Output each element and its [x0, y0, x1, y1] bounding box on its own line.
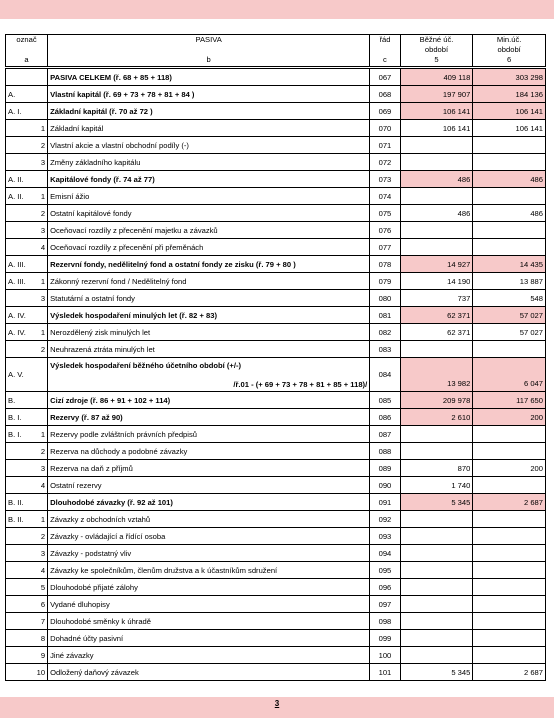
value-previous-period: 6 047: [473, 358, 546, 392]
col-header-current-period: Běžné úč.: [400, 35, 473, 46]
table-row: [6, 324, 546, 341]
row-index: [33, 392, 48, 409]
row-index: 10: [33, 664, 48, 681]
value-current-period: 106 141: [400, 103, 473, 120]
row-mark: [6, 630, 33, 647]
table-row: [6, 239, 546, 256]
value-previous-period: 14 435: [473, 256, 546, 273]
table-row: [6, 494, 546, 511]
row-label: Zákonný rezervní fond / Nedělitelný fond: [48, 273, 370, 290]
row-number: 091: [370, 494, 401, 511]
col-code-a: a: [6, 55, 48, 68]
row-label: Kapitálové fondy (ř. 74 až 77): [48, 171, 370, 188]
value-current-period: 737: [400, 290, 473, 307]
top-color-band: [0, 0, 554, 19]
row-label: Vlastní akcie a vlastní obchodní podíly (-): [48, 137, 370, 154]
row-index: 3: [33, 222, 48, 239]
row-mark: B. I.: [6, 426, 33, 443]
value-current-period: 1 740: [400, 477, 473, 494]
row-label: Dohadné účty pasivní: [48, 630, 370, 647]
row-label: Závazky - podstatný vliv: [48, 545, 370, 562]
row-number: 097: [370, 596, 401, 613]
value-previous-period: [473, 511, 546, 528]
table-row: [6, 392, 546, 409]
table-row: [6, 222, 546, 239]
value-previous-period: [473, 426, 546, 443]
row-number: 082: [370, 324, 401, 341]
value-previous-period: [473, 528, 546, 545]
row-label: Vydané dluhopisy: [48, 596, 370, 613]
row-number: 067: [370, 68, 401, 86]
row-number: 074: [370, 188, 401, 205]
row-number: 079: [370, 273, 401, 290]
row-label: Závazky - ovládající a řídící osoba: [48, 528, 370, 545]
row-index: 7: [33, 613, 48, 630]
value-previous-period: 303 298: [473, 68, 546, 86]
table-row: [6, 171, 546, 188]
value-current-period: 13 982: [400, 358, 473, 392]
value-previous-period: 2 687: [473, 664, 546, 681]
row-index: 1: [33, 324, 48, 341]
row-number: 092: [370, 511, 401, 528]
value-previous-period: [473, 222, 546, 239]
row-number: 077: [370, 239, 401, 256]
row-number: 081: [370, 307, 401, 324]
value-current-period: [400, 596, 473, 613]
row-index: 1: [33, 511, 48, 528]
col-header-pasiva: PASIVA: [48, 35, 370, 46]
row-label: Rezervy podle zvláštních právních předpisů: [48, 426, 370, 443]
value-previous-period: [473, 239, 546, 256]
row-index: 4: [33, 562, 48, 579]
row-mark: A. IV.: [6, 307, 33, 324]
value-current-period: 2 610: [400, 409, 473, 426]
header-row-codes: [6, 55, 546, 68]
value-current-period: 197 907: [400, 86, 473, 103]
value-previous-period: 548: [473, 290, 546, 307]
value-previous-period: 57 027: [473, 324, 546, 341]
value-previous-period: 57 027: [473, 307, 546, 324]
row-mark: A. III.: [6, 256, 33, 273]
row-label: Ostatní kapitálové fondy: [48, 205, 370, 222]
row-label: Rezervy (ř. 87 až 90): [48, 409, 370, 426]
table-row: [6, 68, 546, 86]
value-current-period: 62 371: [400, 324, 473, 341]
row-number: 071: [370, 137, 401, 154]
table-row: [6, 137, 546, 154]
value-current-period: [400, 545, 473, 562]
row-label: Dlouhodobé směnky k úhradě: [48, 613, 370, 630]
col-code-c: c: [370, 55, 401, 68]
col-header-previous-period-line2: období: [473, 45, 546, 55]
row-index: 4: [33, 477, 48, 494]
value-previous-period: 2 687: [473, 494, 546, 511]
row-label: Jiné závazky: [48, 647, 370, 664]
row-index: 1: [33, 120, 48, 137]
row-mark: [6, 613, 33, 630]
table-row: [6, 341, 546, 358]
row-mark: [6, 205, 33, 222]
col-code-b: b: [48, 55, 370, 68]
table-row: [6, 120, 546, 137]
row-label: Závazky ke společníkům, členům družstva a k účastníkům sdružení: [48, 562, 370, 579]
table-row: [6, 647, 546, 664]
table-row: [6, 562, 546, 579]
value-previous-period: 200: [473, 460, 546, 477]
value-current-period: 486: [400, 171, 473, 188]
row-label: Rezerva na daň z příjmů: [48, 460, 370, 477]
value-previous-period: [473, 579, 546, 596]
row-label: PASIVA CELKEM (ř. 68 + 85 + 118): [48, 68, 370, 86]
table-row: [6, 103, 546, 120]
page-number: 3: [274, 699, 280, 708]
value-current-period: [400, 647, 473, 664]
value-current-period: [400, 137, 473, 154]
value-current-period: [400, 528, 473, 545]
value-previous-period: [473, 647, 546, 664]
value-previous-period: [473, 596, 546, 613]
row-index: 1: [33, 426, 48, 443]
table-row: [6, 630, 546, 647]
row-number: 075: [370, 205, 401, 222]
row-mark: A.: [6, 86, 33, 103]
row-index: 1: [33, 273, 48, 290]
row-index: 3: [33, 290, 48, 307]
row-label: Oceňovací rozdíly z přecenění majetku a závazků: [48, 222, 370, 239]
row-index: [33, 86, 48, 103]
row-number: 101: [370, 664, 401, 681]
row-number: 070: [370, 120, 401, 137]
row-label: Ostatní rezervy: [48, 477, 370, 494]
row-mark: [6, 239, 33, 256]
value-previous-period: [473, 477, 546, 494]
row-number: 080: [370, 290, 401, 307]
row-mark: [6, 596, 33, 613]
row-index: [33, 307, 48, 324]
value-current-period: 870: [400, 460, 473, 477]
table-row: [6, 188, 546, 205]
row-label: Nerozdělený zisk minulých let: [48, 324, 370, 341]
row-mark: A. V.: [6, 358, 33, 392]
row-mark: B. I.: [6, 409, 33, 426]
row-index: 1: [33, 188, 48, 205]
row-index: 2: [33, 205, 48, 222]
value-previous-period: 184 136: [473, 86, 546, 103]
row-number: 098: [370, 613, 401, 630]
value-current-period: [400, 341, 473, 358]
row-mark: [6, 154, 33, 171]
table-row: [6, 545, 546, 562]
value-previous-period: [473, 443, 546, 460]
value-current-period: [400, 630, 473, 647]
table-row: [6, 511, 546, 528]
row-number: 096: [370, 579, 401, 596]
row-mark: [6, 562, 33, 579]
value-previous-period: [473, 341, 546, 358]
value-previous-period: [473, 562, 546, 579]
row-index: 2: [33, 341, 48, 358]
col-header-oznac: označ: [6, 35, 48, 46]
value-previous-period: 117 650: [473, 392, 546, 409]
value-current-period: 14 927: [400, 256, 473, 273]
value-previous-period: [473, 545, 546, 562]
table-row: [6, 205, 546, 222]
row-index: 2: [33, 137, 48, 154]
row-mark: A. I.: [6, 103, 33, 120]
row-index: [33, 358, 48, 392]
col-code-5: 5: [400, 55, 473, 68]
value-current-period: [400, 222, 473, 239]
table-row: [6, 86, 546, 103]
table-row: [6, 477, 546, 494]
row-index: 6: [33, 596, 48, 613]
row-index: 5: [33, 579, 48, 596]
value-current-period: [400, 562, 473, 579]
row-label: Závazky z obchodních vztahů: [48, 511, 370, 528]
row-number: 089: [370, 460, 401, 477]
row-label: Rezerva na důchody a podobné závazky: [48, 443, 370, 460]
row-label: Rezervní fondy, nedělitelný fond a ostatní fondy ze zisku (ř. 79 + 80 ): [48, 256, 370, 273]
header-row-1: [6, 35, 546, 46]
row-label: Výsledek hospodaření minulých let (ř. 82 + 83): [48, 307, 370, 324]
row-number: 068: [370, 86, 401, 103]
row-number: 088: [370, 443, 401, 460]
pasiva-table: [5, 34, 546, 681]
row-number: 085: [370, 392, 401, 409]
row-mark: [6, 664, 33, 681]
row-label: Emisní ážio: [48, 188, 370, 205]
row-mark: [6, 528, 33, 545]
value-current-period: [400, 613, 473, 630]
value-current-period: 486: [400, 205, 473, 222]
table-row: [6, 307, 546, 324]
value-current-period: 5 345: [400, 664, 473, 681]
row-mark: A. II.: [6, 188, 33, 205]
row-mark: [6, 545, 33, 562]
row-number: 100: [370, 647, 401, 664]
row-index: 8: [33, 630, 48, 647]
row-index: [33, 494, 48, 511]
table-row: [6, 154, 546, 171]
row-mark: B. II.: [6, 494, 33, 511]
row-number: 083: [370, 341, 401, 358]
table-row: [6, 273, 546, 290]
row-index: [33, 256, 48, 273]
row-mark: [6, 443, 33, 460]
row-number: 093: [370, 528, 401, 545]
row-label: Oceňovací rozdíly z přecenění při přeměnách: [48, 239, 370, 256]
row-mark: B. II.: [6, 511, 33, 528]
row-mark: [6, 290, 33, 307]
row-label: Neuhrazená ztráta minulých let: [48, 341, 370, 358]
row-index: [33, 409, 48, 426]
value-previous-period: [473, 154, 546, 171]
table-row: [6, 358, 546, 392]
row-index: 3: [33, 154, 48, 171]
row-number: 084: [370, 358, 401, 392]
value-previous-period: 200: [473, 409, 546, 426]
row-mark: [6, 222, 33, 239]
row-label: Odložený daňový závazek: [48, 664, 370, 681]
row-mark: A. III.: [6, 273, 33, 290]
table-row: [6, 426, 546, 443]
value-previous-period: [473, 630, 546, 647]
value-current-period: 209 978: [400, 392, 473, 409]
value-current-period: 409 118: [400, 68, 473, 86]
row-label: Statutární a ostatní fondy: [48, 290, 370, 307]
row-mark: [6, 477, 33, 494]
row-index: 2: [33, 528, 48, 545]
row-label: [48, 358, 370, 392]
table-row: [6, 409, 546, 426]
value-current-period: [400, 443, 473, 460]
row-index: [33, 68, 48, 86]
value-current-period: 5 345: [400, 494, 473, 511]
value-previous-period: [473, 137, 546, 154]
row-label: Cizí zdroje (ř. 86 + 91 + 102 + 114): [48, 392, 370, 409]
table-row: [6, 443, 546, 460]
value-previous-period: 13 887: [473, 273, 546, 290]
row-number: 095: [370, 562, 401, 579]
value-previous-period: 486: [473, 205, 546, 222]
col-header-current-period-line2: období: [400, 45, 473, 55]
row-mark: [6, 68, 33, 86]
table-row: [6, 460, 546, 477]
row-label: Základní kapitál: [48, 120, 370, 137]
value-previous-period: [473, 188, 546, 205]
row-mark: [6, 120, 33, 137]
value-current-period: [400, 579, 473, 596]
value-current-period: [400, 239, 473, 256]
row-mark: [6, 341, 33, 358]
row-number: 087: [370, 426, 401, 443]
table-row: [6, 579, 546, 596]
value-previous-period: 106 141: [473, 103, 546, 120]
row-number: 099: [370, 630, 401, 647]
row-mark: [6, 647, 33, 664]
row-mark: A. IV.: [6, 324, 33, 341]
table-row: [6, 256, 546, 273]
row-label: Základní kapitál (ř. 70 až 72 ): [48, 103, 370, 120]
value-current-period: [400, 154, 473, 171]
row-index: 3: [33, 460, 48, 477]
row-label-line1: Výsledek hospodaření běžného účetního období (+/-): [50, 360, 242, 370]
col-header-previous-period: Min.úč.: [473, 35, 546, 46]
row-number: 076: [370, 222, 401, 239]
row-label: Vlastní kapitál (ř. 69 + 73 + 78 + 81 + 84 ): [48, 86, 370, 103]
row-index: 3: [33, 545, 48, 562]
row-label-line2: /ř.01 - (+ 69 + 73 + 78 + 81 + 85 + 118)/: [233, 379, 368, 389]
value-current-period: [400, 511, 473, 528]
value-previous-period: [473, 613, 546, 630]
row-number: 069: [370, 103, 401, 120]
row-mark: [6, 579, 33, 596]
row-label: Dlouhodobé přijaté zálohy: [48, 579, 370, 596]
row-label: Dlouhodobé závazky (ř. 92 až 101): [48, 494, 370, 511]
value-current-period: [400, 188, 473, 205]
row-label: Změny základního kapitálu: [48, 154, 370, 171]
row-mark: A. II.: [6, 171, 33, 188]
row-index: [33, 103, 48, 120]
value-current-period: [400, 426, 473, 443]
row-number: 073: [370, 171, 401, 188]
row-index: 4: [33, 239, 48, 256]
row-number: 078: [370, 256, 401, 273]
row-mark: B.: [6, 392, 33, 409]
col-code-6: 6: [473, 55, 546, 68]
row-index: [33, 171, 48, 188]
table-row: [6, 290, 546, 307]
value-current-period: 14 190: [400, 273, 473, 290]
row-number: 090: [370, 477, 401, 494]
table-row: [6, 613, 546, 630]
header-row-2: [6, 45, 546, 55]
row-index: 2: [33, 443, 48, 460]
row-number: 086: [370, 409, 401, 426]
value-current-period: 106 141: [400, 120, 473, 137]
row-index: 9: [33, 647, 48, 664]
row-mark: [6, 460, 33, 477]
row-number: 094: [370, 545, 401, 562]
value-previous-period: 486: [473, 171, 546, 188]
row-mark: [6, 137, 33, 154]
col-header-rad: řád: [370, 35, 401, 46]
table-row: [6, 664, 546, 681]
table-row: [6, 528, 546, 545]
value-current-period: 62 371: [400, 307, 473, 324]
value-previous-period: 106 141: [473, 120, 546, 137]
row-number: 072: [370, 154, 401, 171]
table-row: [6, 596, 546, 613]
